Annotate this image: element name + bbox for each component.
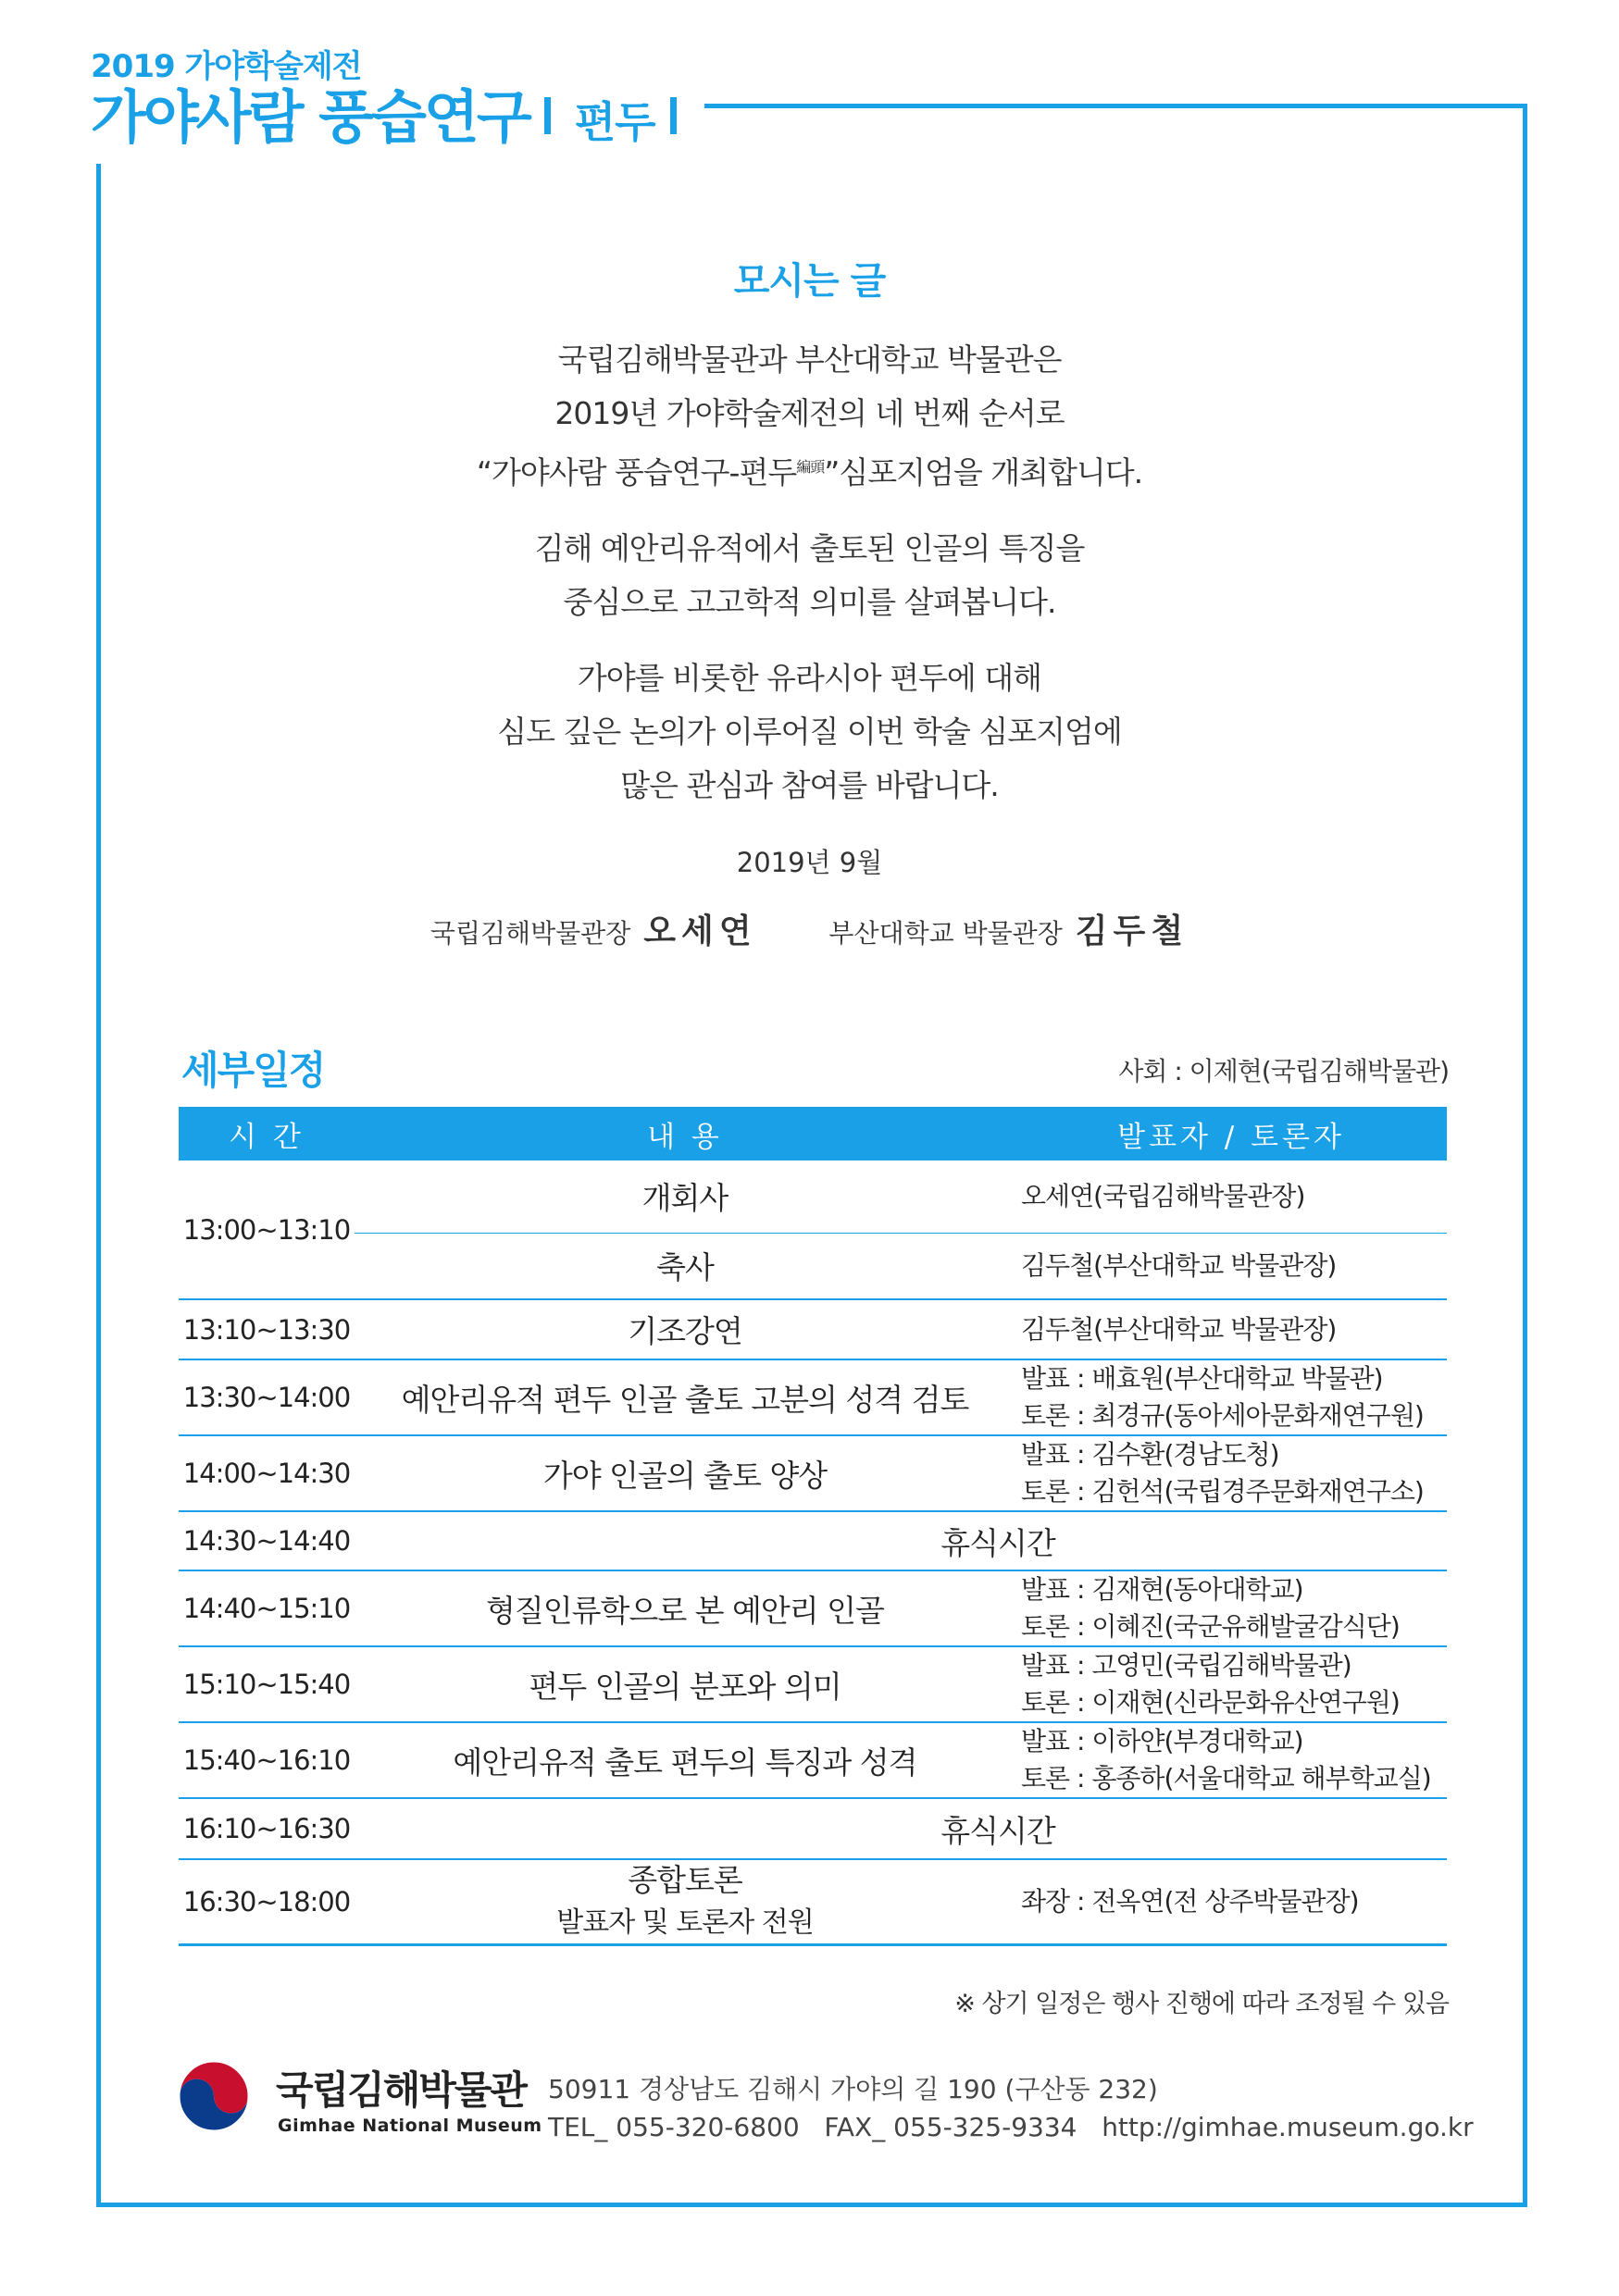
cell-speaker: 좌장 : 전옥연(전 상주박물관장): [1015, 1859, 1447, 1945]
museum-url[interactable]: http://gimhae.museum.go.kr: [1102, 2112, 1474, 2142]
cell-content: 형질인류학으로 본 예안리 인골: [355, 1570, 1015, 1646]
greeting-paragraph-1: 국립김해박물관과 부산대학교 박물관은 2019년 가야학술제전의 네 번째 순서로 “가야사람 풍습연구-편두$^{編頭}$”심포지엄을 개최합니다.: [476, 341, 1143, 490]
cell-speaker: 발표 : 고영민(국립김해박물관) 토론 : 이재현(신라문화유산연구원): [1015, 1646, 1447, 1722]
cell-time: 16:10~16:30: [179, 1798, 355, 1859]
museum-name-korean: 국립김해박물관: [276, 2067, 527, 2113]
cell-speaker: 발표 : 김재현(동아대학교) 토론 : 이혜진(국군유해발굴감식단): [1015, 1570, 1447, 1646]
cell-break: 휴식시간: [355, 1798, 1447, 1859]
schedule-note: ※ 상기 일정은 행사 진행에 따라 조정될 수 있음: [954, 1990, 1449, 2018]
cell-speaker: 김두철(부산대학교 박물관장): [1015, 1299, 1447, 1359]
cell-time: 14:00~14:30: [179, 1435, 355, 1511]
cell-time: 13:30~14:00: [179, 1359, 355, 1435]
museum-name-english: Gimhae National Museum: [278, 2116, 542, 2136]
table-row-break: [179, 1511, 1447, 1570]
cell-time: 14:40~15:10: [179, 1570, 355, 1646]
greeting-date: 2019년 9월: [736, 847, 883, 878]
cell-content: 예안리유적 편두 인골 출토 고분의 성격 검토: [355, 1359, 1015, 1435]
table-row: [179, 1646, 1447, 1722]
table-row: [179, 1435, 1447, 1511]
title-divider-end: [670, 97, 677, 134]
museum-contact: [548, 2112, 1474, 2142]
table-row: [179, 1233, 1447, 1299]
greeting-title: 모시는 글: [733, 260, 886, 303]
cell-speaker: 발표 : 김수환(경남도청) 토론 : 김헌석(국립경주문화재연구소): [1015, 1435, 1447, 1511]
cell-speaker: 오세연(국립김해박물관장): [1015, 1160, 1447, 1233]
header-content: 내 용: [355, 1107, 1015, 1160]
cell-time: 14:30~14:40: [179, 1511, 355, 1570]
greeting-paragraph-3: 가야를 비롯한 유라시아 편두에 대해 심도 깊은 논의가 이루어질 이번 학술 심포지엄에 많은 관심과 참여를 바랍니다.: [497, 660, 1122, 803]
table-header-row: [179, 1107, 1447, 1160]
cell-time: 15:40~16:10: [179, 1722, 355, 1798]
page-title: [91, 85, 691, 155]
table-row: [179, 1859, 1447, 1945]
cell-time: 13:10~13:30: [179, 1299, 355, 1359]
cell-time: 15:10~15:40: [179, 1646, 355, 1722]
signer2-name: 김두철: [1075, 912, 1189, 950]
event-name: 2019 가야학술제전: [91, 48, 362, 85]
table-row: [179, 1359, 1447, 1435]
header: [81, 48, 704, 164]
table-row: [179, 1722, 1447, 1798]
signer1-title: 국립김해박물관장: [430, 918, 631, 949]
title-divider: [544, 97, 551, 134]
schedule-title: 세부일정: [181, 1048, 325, 1093]
cell-speaker: 발표 : 이하얀(부경대학교) 토론 : 홍종하(서울대학교 해부학교실): [1015, 1722, 1447, 1798]
cell-content: 편두 인골의 분포와 의미: [355, 1646, 1015, 1722]
title-main: 가야사람 풍습연구: [91, 83, 529, 151]
cell-time: 13:00~13:10: [179, 1160, 355, 1299]
cell-content: 기조강연: [355, 1299, 1015, 1359]
schedule-table: [179, 1107, 1447, 1946]
cell-time: 16:30~18:00: [179, 1859, 355, 1945]
signer1-name: 오세연: [643, 912, 757, 950]
cell-content: 종합토론 발표자 및 토론자 전원: [355, 1859, 1015, 1945]
cell-content: 축사: [355, 1233, 1015, 1299]
museum-logo-icon: [178, 2060, 250, 2132]
museum-address: 50911 경상남도 김해시 가야의 길 190 (구산동 232): [548, 2074, 1158, 2104]
signer2-title: 부산대학교 박물관장: [828, 918, 1063, 949]
table-row: [179, 1299, 1447, 1359]
hanja-annotation: 編頭: [796, 458, 825, 476]
signatures: [0, 905, 1619, 952]
cell-speaker: 김두철(부산대학교 박물관장): [1015, 1233, 1447, 1299]
table-row: [179, 1160, 1447, 1233]
museum-tel: TEL_ 055-320-6800: [548, 2112, 800, 2142]
cell-content: 예안리유적 출토 편두의 특징과 성격: [355, 1722, 1015, 1798]
greeting-paragraph-2: 김해 예안리유적에서 출토된 인골의 특징을 중심으로 고고학적 의미를 살펴봅니다.: [534, 530, 1085, 620]
title-sub: 편두: [574, 97, 655, 147]
greeting-body: [0, 333, 1619, 835]
header-time: 시 간: [179, 1107, 355, 1160]
table-row-break: [179, 1798, 1447, 1859]
cell-content: 가야 인골의 출토 양상: [355, 1435, 1015, 1511]
museum-fax: FAX_ 055-325-9334: [824, 2112, 1077, 2142]
cell-break: 휴식시간: [355, 1511, 1447, 1570]
table-row: [179, 1570, 1447, 1646]
header-speaker: 발표자 / 토론자: [1015, 1107, 1447, 1160]
cell-content: 개회사: [355, 1160, 1015, 1233]
schedule-host: 사회 : 이제현(국립김해박물관): [1118, 1056, 1449, 1086]
cell-speaker: 발표 : 배효원(부산대학교 박물관) 토론 : 최경규(동아세아문화재연구원): [1015, 1359, 1447, 1435]
